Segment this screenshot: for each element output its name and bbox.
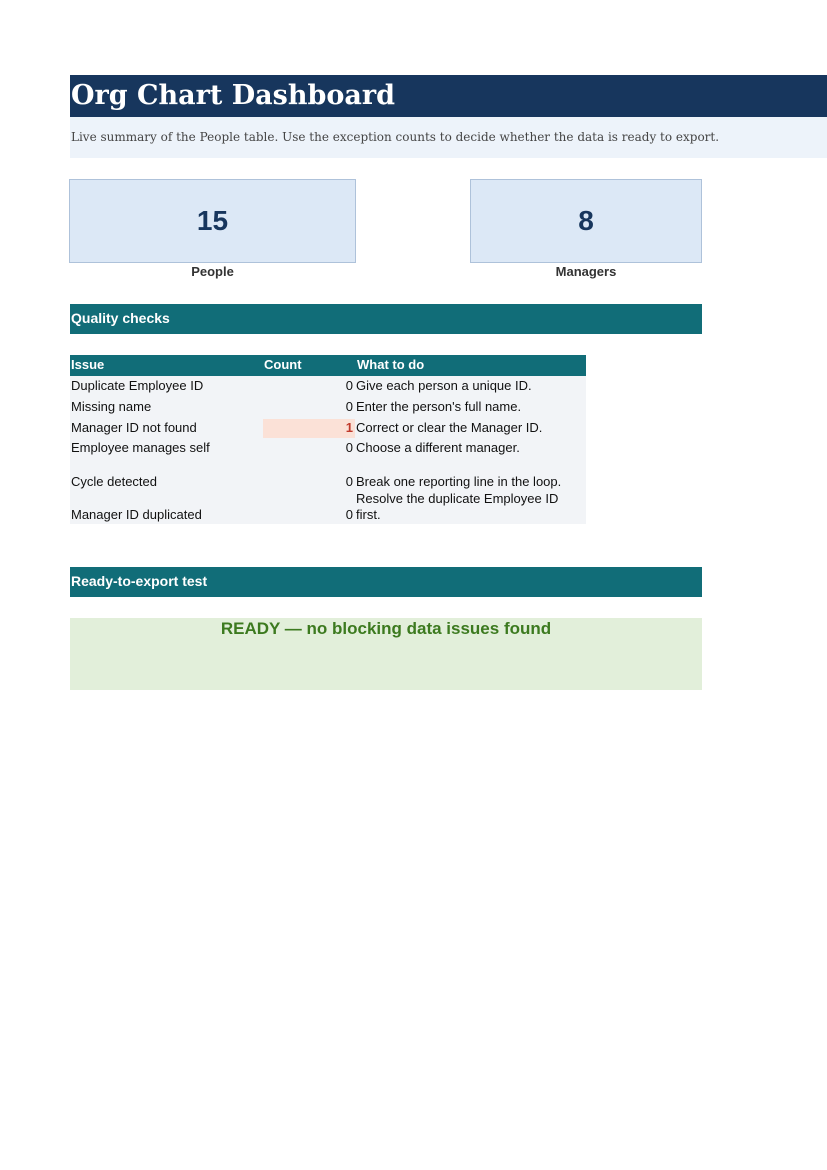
row-count-flagged: 1 bbox=[345, 420, 353, 435]
row-count: 0 bbox=[345, 378, 353, 393]
row-issue: Employee manages self bbox=[71, 440, 210, 455]
row-issue: Manager ID duplicated bbox=[71, 507, 202, 522]
row-count: 0 bbox=[345, 507, 353, 522]
row-issue: Missing name bbox=[71, 399, 152, 414]
people-kpi-value: 15 bbox=[69, 179, 356, 263]
row-action: Resolve the duplicate Employee ID bbox=[356, 491, 559, 506]
column-header-issue: Issue bbox=[71, 357, 105, 372]
ready-status-text: READY — no blocking data issues found bbox=[220, 619, 552, 638]
quality-table-header bbox=[70, 355, 586, 376]
row-issue: Duplicate Employee ID bbox=[71, 378, 204, 393]
page-subtitle: Live summary of the People table. Use the exception counts to decide whether the data is ready to export. bbox=[70, 117, 827, 158]
row-action-continued: first. bbox=[356, 507, 381, 522]
row-action: Correct or clear the Manager ID. bbox=[356, 420, 543, 435]
managers-kpi-label: Managers bbox=[555, 264, 617, 279]
managers-kpi-value: 8 bbox=[470, 179, 702, 263]
row-action: Choose a different manager. bbox=[356, 440, 520, 455]
row-action: Give each person a unique ID. bbox=[356, 378, 532, 393]
row-action: Break one reporting line in the loop. bbox=[356, 474, 562, 489]
column-header-count: Count bbox=[264, 357, 302, 372]
row-issue: Manager ID not found bbox=[71, 420, 197, 435]
row-count: 0 bbox=[345, 440, 353, 455]
page-title: Org Chart Dashboard bbox=[70, 75, 827, 117]
quality-checks-heading: Quality checks bbox=[70, 304, 702, 334]
row-count: 0 bbox=[345, 474, 353, 489]
row-count: 0 bbox=[345, 399, 353, 414]
row-issue: Cycle detected bbox=[71, 474, 157, 489]
row-action: Enter the person's full name. bbox=[356, 399, 522, 414]
column-header-action: What to do bbox=[357, 357, 425, 372]
export-test-heading: Ready-to-export test bbox=[70, 567, 702, 597]
people-kpi-label: People bbox=[191, 264, 234, 279]
